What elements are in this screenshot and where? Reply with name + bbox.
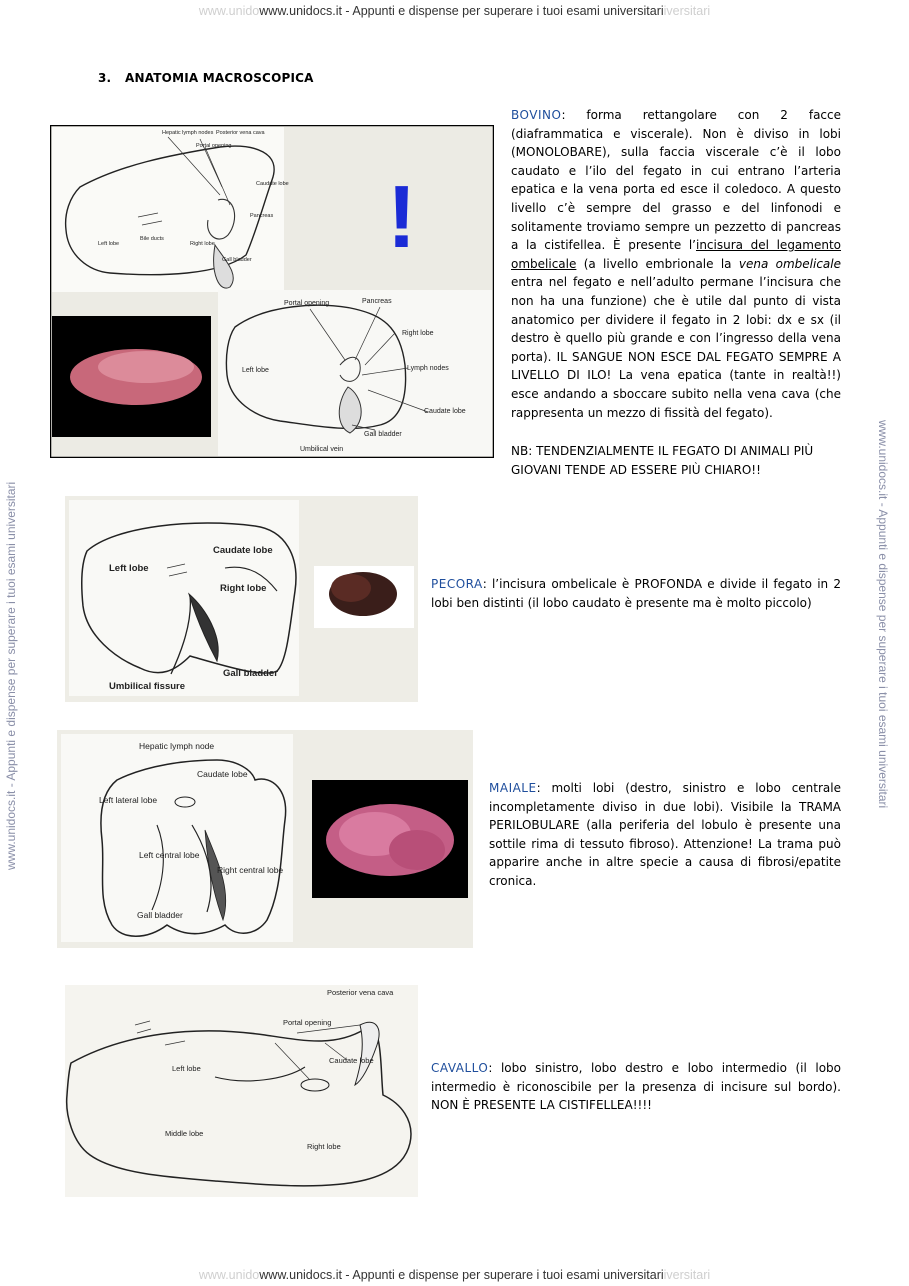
bovino-italic: vena ombelicale <box>738 256 841 271</box>
label-caudate-lobe: Caudate lobe <box>329 1056 374 1065</box>
label-left-lateral-lobe: Left lateral lobe <box>99 795 158 805</box>
pecora-text: : l’incisura ombelicale è PROFONDA e divide il fegato in 2 lobi ben distinti (il lobo caudato è presente ma è molto piccolo) <box>431 577 841 610</box>
label-umbilical-fissure: Umbilical fissure <box>109 681 186 692</box>
bovino-paragraph <box>511 106 841 422</box>
maiale-text: : molti lobi (destro, sinistro e lobo centrale incompletamente diviso in due lobi). Visibile la TRAMA PERILOBULARE (alla periferia del lobulo è presente una sottile rima di tessuto fibroso). Attenzione! La trama può apparire anche in altre specie a causa di fibrosi/epatite cronica. <box>489 781 841 888</box>
top-watermark <box>0 4 909 18</box>
label-caudate-lobe-bottom: Caudate lobe <box>424 408 466 415</box>
label-middle-lobe: Middle lobe <box>165 1129 204 1138</box>
label-hepatic-lymph-node: Hepatic lymph node <box>139 741 215 751</box>
label-pancreas-bottom: Pancreas <box>362 298 392 305</box>
exclamation-mark: ! <box>387 167 417 266</box>
label-gall-bladder: Gall bladder <box>223 668 278 679</box>
porcine-liver-figure <box>57 730 473 948</box>
section-title: ANATOMIA MACROSCOPICA <box>125 71 314 85</box>
bovino-text-1: : forma rettangolare con 2 facce (diaframmatica e viscerale). Non è diviso in lobi (MONOLOBARE), sulla faccia viscerale c’è il lobo caudato e l’ilo del fegato in cui entrano l’arteria epatica e la vena porta ed esce il coledoco. A questo livello c’è sempre del grasso e del linfonodi e solitamente troviamo sempre un pezzetto di pancreas a la cistifellea. È presente l’ <box>511 108 841 253</box>
species-maiale: MAIALE <box>489 781 537 795</box>
section-heading <box>98 71 314 85</box>
watermark-ghost-right-bottom: iversitari <box>663 1268 711 1282</box>
bovino-text-3: entra nel fegato e nell’adulto permane l’incisura che non ha una funzione) che è utile dal punto di vista anatomico per dividere il fegato in 2 lobi: dx e sx (il destro è quello più grande e con l’ingresso della vena porta). IL SANGUE NON ESCE DAL FEGATO SEMPRE A LIVELLO DI ILO! La vena epatica (tante in realtà!!) esce andando a sboccare subito nella vena cava (che rappresenta un mezzo di fissità del fegato). <box>511 275 841 420</box>
section-number: 3. <box>98 71 112 85</box>
right-side-watermark: www.unidocs.it - Appunti e dispense per superare i tuoi esami universitari <box>876 420 890 809</box>
label-right-lobe: Right lobe <box>307 1142 341 1151</box>
label-left-central-lobe: Left central lobe <box>139 850 200 860</box>
bottom-watermark <box>0 1268 909 1282</box>
left-side-watermark: www.unidocs.it - Appunti e dispense per superare i tuoi esami universitari <box>4 481 18 870</box>
label-left-lobe: Left lobe <box>172 1064 201 1073</box>
label-pancreas-top: Pancreas <box>250 213 274 219</box>
label-gall-bladder-bottom: Gall bladder <box>364 431 402 438</box>
label-right-lobe-bottom: Right lobe <box>402 330 434 337</box>
label-left-lobe-top: Left lobe <box>98 241 120 247</box>
label-caudate-lobe-top: Caudate lobe <box>256 181 289 187</box>
label-gall-bladder-top: Gall bladder <box>222 257 252 263</box>
label-bile-ducts: Bile ducts <box>140 236 164 242</box>
pecora-paragraph <box>431 575 841 612</box>
species-bovino: BOVINO <box>511 108 562 122</box>
label-lymph-nodes: Lymph nodes <box>407 365 449 372</box>
label-umbilical-vein: Umbilical vein <box>300 446 344 453</box>
bovino-text-2: (a livello embrionale la <box>576 256 739 271</box>
label-posterior-vena-cava: Posterior vena cava <box>216 130 265 136</box>
watermark-ghost-left: www.unido <box>198 4 260 18</box>
label-portal-opening: Portal opening <box>283 1018 332 1027</box>
cavallo-paragraph <box>431 1059 841 1115</box>
species-pecora: PECORA <box>431 577 483 591</box>
label-caudate-lobe: Caudate lobe <box>213 545 273 556</box>
label-hepatic-lymph-nodes: Hepatic lymph nodes <box>162 130 214 136</box>
label-left-lobe: Left lobe <box>109 563 149 574</box>
species-cavallo: CAVALLO <box>431 1061 489 1075</box>
label-portal-opening-top: Portal opening <box>196 143 232 149</box>
watermark-ghost-right: iversitari <box>663 4 711 18</box>
equine-liver-figure <box>65 985 418 1197</box>
label-left-lobe-bottom: Left lobe <box>242 367 269 374</box>
label-caudate-lobe: Caudate lobe <box>197 769 248 779</box>
bovino-underlined: incisura del legamento ombelicale <box>511 238 842 271</box>
watermark-banner-top: www.unidocs.it - Appunti e dispense per superare i tuoi esami universitari <box>259 4 664 18</box>
bovino-nb: NB: TENDENZIALMENTE IL FEGATO DI ANIMALI PIÙ GIOVANI TENDE AD ESSERE PIÙ CHIARO!! <box>511 444 814 477</box>
label-portal-opening-bottom: Portal opening <box>284 300 330 307</box>
ovine-liver-figure <box>65 496 418 702</box>
maiale-paragraph <box>489 779 841 891</box>
label-posterior-vena-cava: Posterior vena cava <box>327 988 394 997</box>
label-gall-bladder: Gall bladder <box>137 910 183 920</box>
label-right-lobe: Right lobe <box>220 583 267 594</box>
cavallo-text: : lobo sinistro, lobo destro e lobo intermedio (il lobo intermedio è riconoscibile per la presenza di incisure sul bordo). NON È PRESENTE LA CISTIFELLEA!!!! <box>431 1061 841 1113</box>
bovine-liver-figure <box>50 125 494 458</box>
label-right-central-lobe: Right central lobe <box>217 865 284 875</box>
watermark-ghost-left-bottom: www.unido <box>198 1268 260 1282</box>
watermark-banner-bottom: www.unidocs.it - Appunti e dispense per superare i tuoi esami universitari <box>259 1268 664 1282</box>
label-right-lobe-top: Right lobe <box>190 241 215 247</box>
